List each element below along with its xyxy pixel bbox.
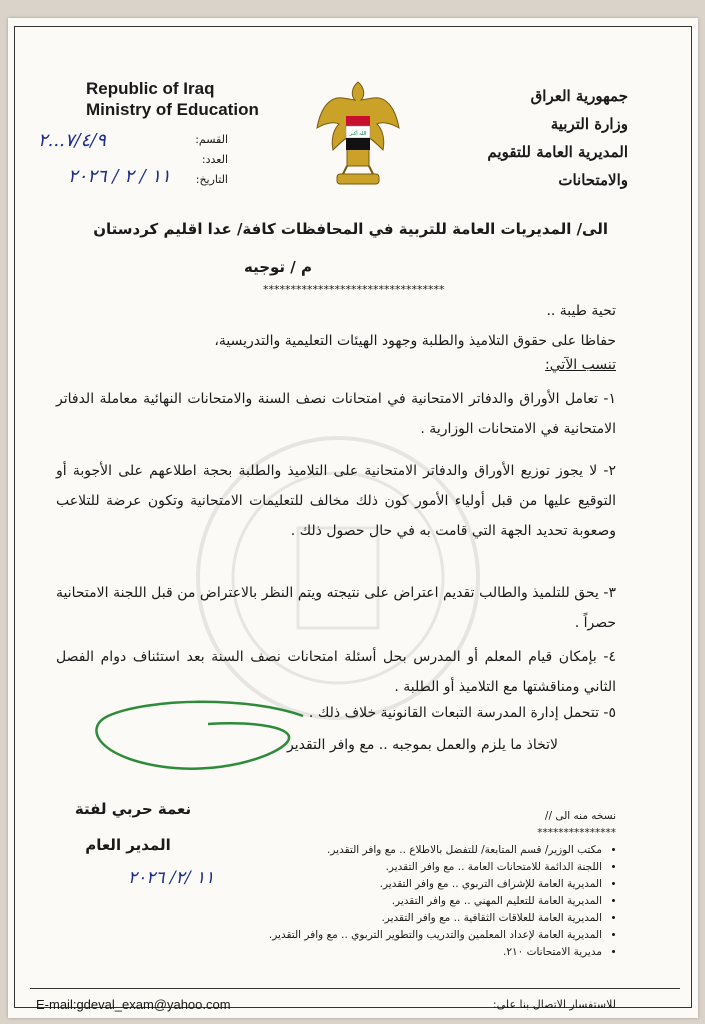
item-2: ٢- لا يجوز توزيع الأوراق والدفاتر الامتحانية على التلاميذ والطلبة بحجة اطلاعهم على الأجوبة أو التوقيع عليها من قبل أولياء الأمور كون ذلك مخالف للتعليمات الامتحانية وتكون عرضة للتلاعب وصعوبة تحديد الجهة التي قامت به في حال حصول ذلك .	[56, 463, 616, 539]
greeting: تحية طيبة ..	[546, 303, 616, 319]
list-item: • المديرية العامة للتعليم المهني .. مع وافر التقدير.	[256, 893, 602, 910]
reference-labels	[178, 130, 228, 190]
item-1: ١- تعامل الأوراق والدفاتر الامتحانية في امتحانات نصف السنة والامتحانات النهائية معاملة الدفاتر الامتحانية في الامتحانات الوزارية .	[56, 391, 616, 437]
document-sheet	[8, 18, 698, 1018]
copies-heading: نسخه منه الى //	[544, 810, 616, 822]
republic-text: Republic of Iraq	[86, 79, 215, 98]
number-label: العدد:	[201, 153, 228, 166]
footer-divider	[30, 988, 680, 989]
list-item: • المديرية العامة للإشراف التربوي .. مع وافر التقدير.	[256, 876, 602, 893]
closing: لاتخاذ ما يلزم والعمل بموجبه .. مع وافر التقدير	[286, 737, 558, 753]
footer-contact: للاستفسار الاتصال بنا على:	[492, 998, 616, 1011]
list-item: • المديرية العامة لإعداد المعلمين والتدريب والتطوير التربوي .. مع وافر التقدير.	[256, 927, 602, 944]
handwritten-reference-number: ٧/٤/٩...٢	[38, 130, 106, 151]
arabic-republic-text: جمهورية العراق	[530, 87, 628, 105]
handwritten-header-date: ١١ / ٢ / ٢٠٢٦	[68, 166, 171, 187]
list-item: • مديرية الامتحانات ٢١٠.	[256, 944, 602, 961]
department-label: القسم:	[195, 133, 228, 146]
list-item: • المديرية العامة للعلاقات الثقافية .. مع وافر التقدير.	[256, 910, 602, 927]
addressee: الى/ المديريات العامة للتربية في المحافظات كافة/ عدا اقليم كردستان	[93, 220, 608, 238]
signer-name: نعمة حربي لفتة	[74, 800, 192, 818]
arabic-ministry-text: وزارة التربية	[550, 115, 628, 133]
ministry-text: Ministry of Education	[86, 100, 259, 119]
item-5: ٥- تتحمل إدارة المدرسة التبعات القانونية خلاف ذلك .	[308, 705, 616, 721]
arabic-directorate-text: المديرية العامة للتقويم والامتحانات	[487, 143, 628, 189]
item-4: ٤- بإمكان قيام المعلم أو المدرس بحل أسئلة امتحانات نصف السنة بعد استئناف دوام الفصل الثاني ومناقشتها مع التلاميذ أو الطلبة .	[56, 649, 616, 695]
green-signature-scribble	[88, 696, 308, 786]
copies-stars: ***************	[537, 827, 616, 839]
list-item: • مكتب الوزير/ قسم المتابعة/ للتفضل بالاطلاع .. مع وافر التقدير.	[256, 842, 602, 859]
list-item: • اللجنة الدائمة للامتحانات العامة .. مع وافر التقدير.	[256, 859, 602, 876]
signature-date: ١١ /٢/ ٢٠٢٦	[128, 868, 215, 888]
footer-email: E-mail:gdeval_exam@yahoo.com	[36, 997, 231, 1012]
decision-label	[56, 350, 616, 380]
arabic-header	[428, 82, 628, 194]
date-label: التاريخ:	[195, 173, 228, 186]
item-3: ٣- يحق للتلميذ والطالب تقديم اعتراض على نتيجته ويتم النظر بالاعتراض من قبل اللجنة الامتحانية حصراً .	[56, 585, 616, 631]
signer-title: المدير العام	[85, 836, 171, 854]
iraq-eagle-crest	[313, 78, 403, 198]
crest-caption: الله أكبر	[349, 131, 367, 137]
subject: م / توجيه	[244, 258, 312, 276]
copies-list	[256, 842, 616, 961]
copies-section	[256, 808, 616, 961]
separator-stars: *********************************	[263, 283, 445, 296]
decision-label-text: تنسب الآتي:	[545, 357, 616, 373]
english-header	[86, 78, 259, 120]
intro-text: حفاظا على حقوق التلاميذ والطلبة وجهود الهيئات التعليمية والتدريسية،	[214, 333, 616, 349]
